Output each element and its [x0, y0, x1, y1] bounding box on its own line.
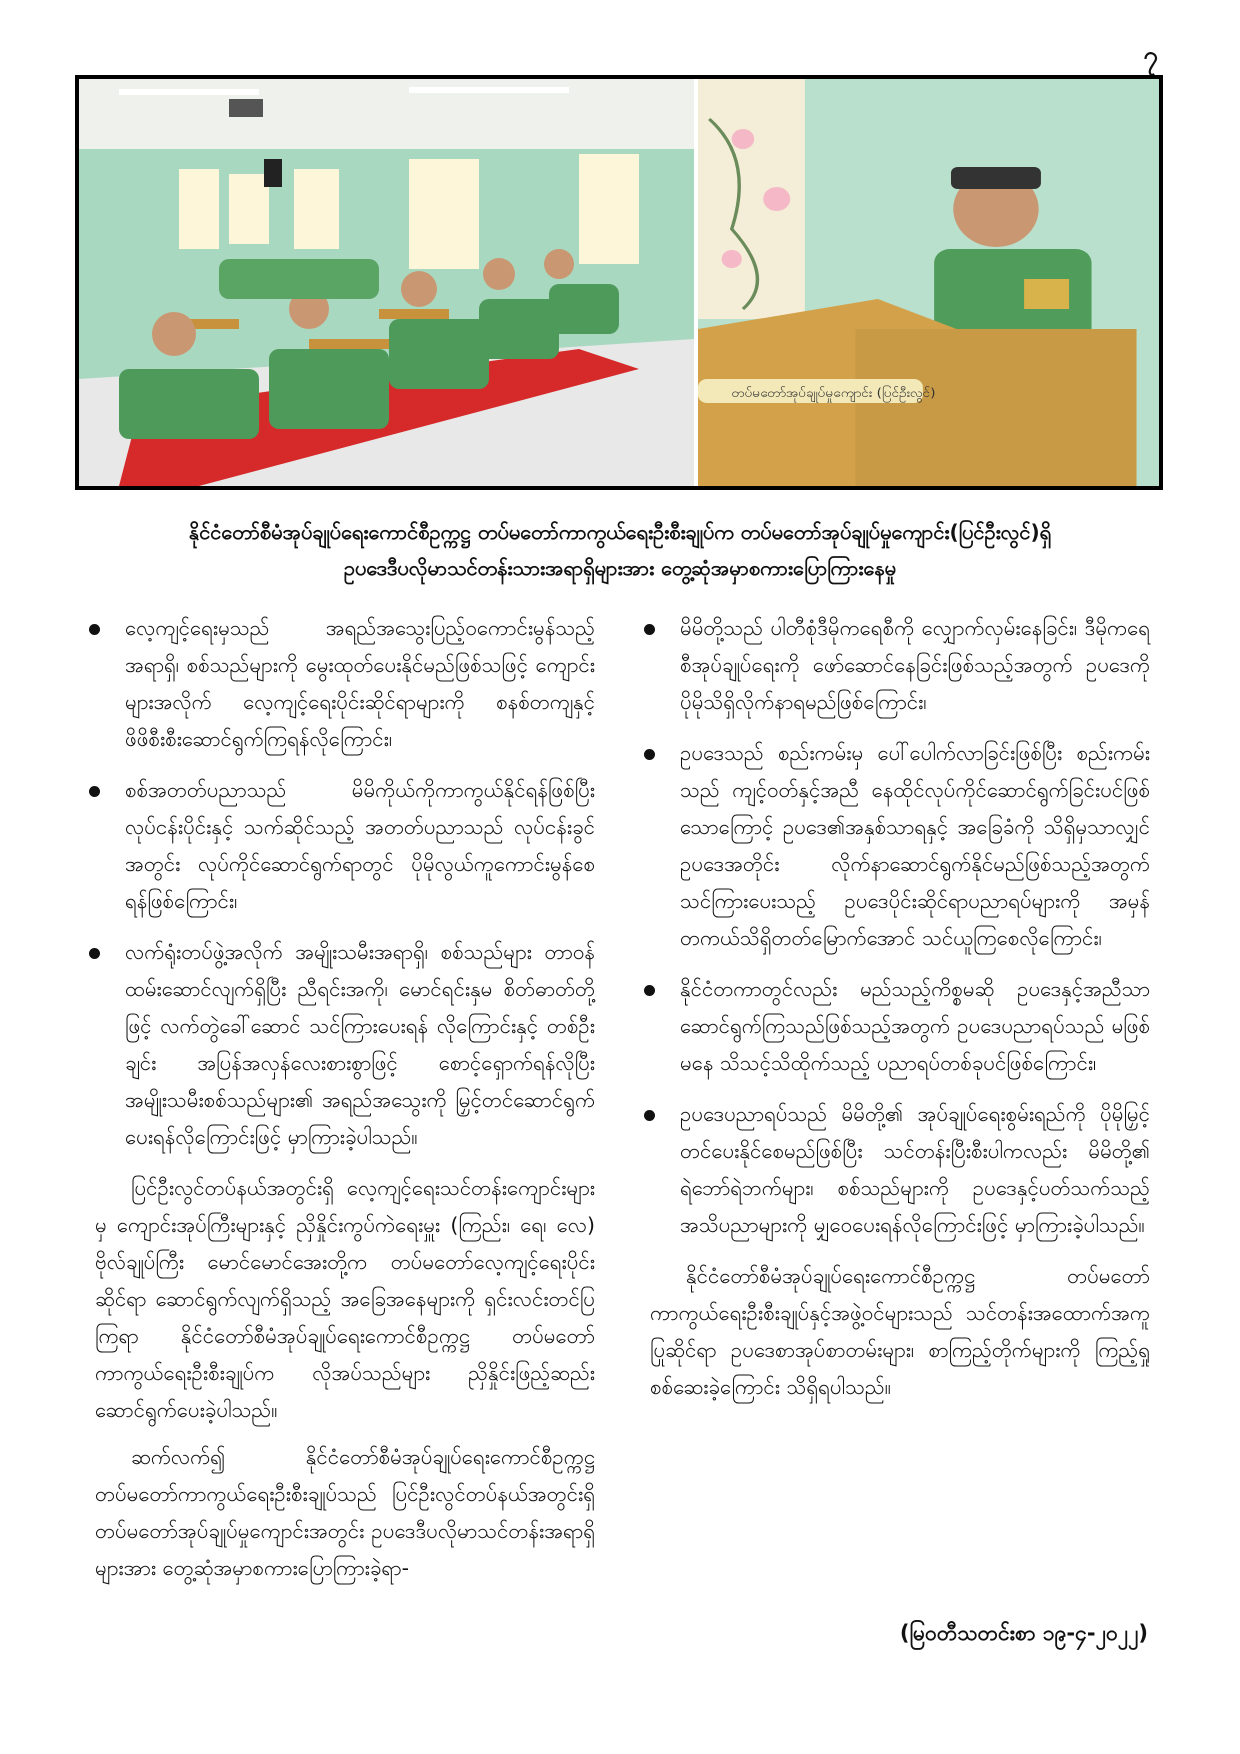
page-number: ၇: [1143, 41, 1158, 71]
list-item: ဥပဒေပညာရပ်သည် မိမိတို့၏ အုပ်ချုပ်ရေးစွမ်းရည်ကို ပိုမိုမြှင့်တင်ပေးနိုင်စေမည်ဖြစ်ပြီး သင်တန်းပြီးစီးပါကလည်း မိမိတို့၏ ရဲဘော်ရဲဘက်များ၊ စစ်သည်များကို ဥပဒေနှင့်ပတ်သက်သည့် အသိပညာများကို မျှဝေပေးရန်လိုကြောင်းဖြင့် မှာကြားခဲ့ပါသည်။: [650, 1096, 1150, 1244]
speaker-photo: [698, 79, 1159, 486]
classroom-photo-illustration: [79, 79, 694, 486]
caption-line-2: ဥပဒေဒီပလိုမာသင်တန်းသားအရာရှိများအား တွေ့ဆုံအမှာစကားပြောကြားနေမှု: [343, 556, 897, 580]
speaker-photo-illustration: [698, 79, 1159, 486]
right-column: [650, 610, 1150, 1416]
left-bullet-list: [95, 610, 595, 1156]
list-item: စစ်အတတ်ပညာသည် မိမိကိုယ်ကိုကာကွယ်နိုင်ရန်ဖြစ်ပြီး လုပ်ငန်းပိုင်းနှင့် သက်ဆိုင်သည့် အတတ်ပညာသည် လုပ်ငန်းခွင်အတွင်း လုပ်ကိုင်ဆောင်ရွက်ရာတွင် ပိုမိုလွယ်ကူကောင်းမွန်စေရန်ဖြစ်ကြောင်း၊: [95, 772, 595, 920]
source-citation: (မြဝတီသတင်းစာ ၁၉-၄-၂၀၂၂): [899, 1621, 1148, 1645]
left-column: [95, 610, 595, 1597]
list-item: လေ့ကျင့်ရေးမှသည် အရည်အသွေးပြည့်ဝကောင်းမွန်သည့် အရာရှိ၊ စစ်သည်များကို မွေးထုတ်ပေးနိုင်မည်ဖြစ်သဖြင့် ကျောင်းများအလိုက် လေ့ကျင့်ရေးပိုင်းဆိုင်ရာများကို စနစ်တကျနှင့် ဖိဖိစီးစီးဆောင်ရွက်ကြရန်လိုကြောင်း၊: [95, 610, 595, 758]
photo-frame: [75, 75, 1163, 490]
list-item: လက်ရုံးတပ်ဖွဲ့အလိုက် အမျိုးသမီးအရာရှိ၊ စစ်သည်များ တာဝန်ထမ်းဆောင်လျက်ရှိပြီး ညီရင်းအကို၊ မောင်ရင်းနှမ စိတ်ဓာတ်တို့ဖြင့် လက်တွဲခေါ်ဆောင် သင်ကြားပေးရန် လိုကြောင်းနှင့် တစ်ဦးချင်း အပြန်အလှန်လေးစားစွာဖြင့် စောင့်ရှောက်ရန်လိုပြီး အမျိုးသမီးစစ်သည်များ၏ အရည်အသွေးကို မြှင့်တင်ဆောင်ရွက်ပေးရန်လိုကြောင်းဖြင့် မှာကြားခဲ့ပါသည်။: [95, 934, 595, 1156]
body-paragraph: ပြင်ဦးလွင်တပ်နယ်အတွင်းရှိ လေ့ကျင့်ရေးသင်တန်းကျောင်းများမှ ကျောင်းအုပ်ကြီးများနှင့် ညှိနှိုင်းကွပ်ကဲရေးမှူး (ကြည်း၊ ရေ၊ လေ) ဗိုလ်ချုပ်ကြီး မောင်မောင်အေးတို့က တပ်မတော်လေ့ကျင့်ရေးပိုင်းဆိုင်ရာ ဆောင်ရွက်လျက်ရှိသည့် အခြေအနေများကို ရှင်းလင်းတင်ပြကြရာ နိုင်ငံတော်စီမံအုပ်ချုပ်ရေးကောင်စီဥက္ကဋ္ဌ တပ်မတော်ကာကွယ်ရေးဦးစီးချုပ်က လိုအပ်သည်များ ညှိနှိုင်းဖြည့်ဆည်းဆောင်ရွက်ပေးခဲ့ပါသည်။: [95, 1176, 595, 1422]
right-bullet-list: [650, 610, 1150, 1244]
list-item: မိမိတို့သည် ပါတီစုံဒီမိုကရေစီကို လျှောက်လှမ်းနေခြင်း၊ ဒီမိုကရေစီအုပ်ချုပ်ရေးကို ဖော်ဆောင်နေခြင်းဖြစ်သည့်အတွက် ဥပဒေကို ပိုမိုသိရှိလိုက်နာရမည်ဖြစ်ကြောင်း၊: [650, 610, 1150, 721]
caption-line-1: နိုင်ငံတော်စီမံအုပ်ချုပ်ရေးကောင်စီဥက္ကဋ္ဌ တပ်မတော်ကာကွယ်ရေးဦးစီးချုပ်က တပ်မတော်အုပ်ချုပ်မှုကျောင်း(ပြင်ဦးလွင်)ရှိ: [188, 520, 1052, 544]
podium-sign-text: တပ်မတော်အုပ်ချုပ်မှုကျောင်း (ပြင်ဦးလွင်): [731, 386, 936, 401]
body-paragraph: ဆက်လက်၍ နိုင်ငံတော်စီမံအုပ်ချုပ်ရေးကောင်စီဥက္ကဋ္ဌ တပ်မတော်ကာကွယ်ရေးဦးစီးချုပ်သည် ပြင်ဦးလွင်တပ်နယ်အတွင်းရှိ တပ်မတော်အုပ်ချုပ်မှုကျောင်းအတွင်း ဥပဒေဒီပလိုမာသင်တန်းအရာရှိများအား တွေ့ဆုံအမှာစကားပြောကြားခဲ့ရာ-: [95, 1445, 595, 1580]
classroom-photo: [79, 79, 698, 486]
list-item: နိုင်ငံတကာတွင်လည်း မည်သည့်ကိစ္စမဆို ဥပဒေနှင့်အညီသာ ဆောင်ရွက်ကြသည်ဖြစ်သည့်အတွက် ဥပဒေပညာရပ်သည် မဖြစ်မနေ သိသင့်သိထိုက်သည့် ပညာရပ်တစ်ခုပင်ဖြစ်ကြောင်း၊: [650, 971, 1150, 1082]
list-item: ဥပဒေသည် စည်းကမ်းမှ ပေါ်ပေါက်လာခြင်းဖြစ်ပြီး စည်းကမ်းသည် ကျင့်ဝတ်နှင့်အညီ နေထိုင်လုပ်ကိုင်ဆောင်ရွက်ခြင်းပင်ဖြစ်သောကြောင့် ဥပဒေ၏အနှစ်သာရနှင့် အခြေခံကို သိရှိမှသာလျှင် ဥပဒေအတိုင်း လိုက်နာဆောင်ရွက်နိုင်မည်ဖြစ်သည့်အတွက် သင်ကြားပေးသည့် ဥပဒေပိုင်းဆိုင်ရာပညာရပ်များကို အမှန်တကယ်သိရှိတတ်မြောက်အောင် သင်ယူကြစေလိုကြောင်း၊: [650, 735, 1150, 957]
body-paragraph: နိုင်ငံတော်စီမံအုပ်ချုပ်ရေးကောင်စီဥက္ကဋ္ဌ တပ်မတော်ကာကွယ်ရေးဦးစီးချုပ်နှင့်အဖွဲ့ဝင်များသည် သင်တန်းအထောက်အကူပြုဆိုင်ရာ ဥပဒေစာအုပ်စာတမ်းများ၊ စာကြည့်တိုက်များကို ကြည့်ရှုစစ်ဆေးခဲ့ကြောင်း သိရှိရပါသည်။: [650, 1264, 1150, 1399]
photo-caption: [70, 514, 1170, 586]
